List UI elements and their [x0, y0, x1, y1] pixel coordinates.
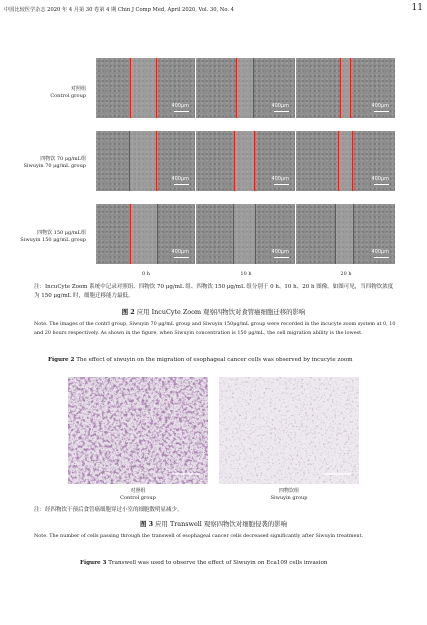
micrograph-label-siwuyin-en: Siwuyin group — [270, 495, 308, 501]
figure2-caption-en — [48, 357, 427, 363]
micrograph-label-control — [68, 488, 208, 502]
scalebar-label: 400μm — [171, 103, 189, 109]
figure2-note-en: Note. The images of the contrl group, Siwuyin 70 μg/mL group and Siwuyin 150μg/mL group were recorded in the incucyte zoom system at 0, 10 and 20 hours respectively. As shown in the figure, when Siwuyin concentration is 150 μg/mL, the cell migration ability is the lowest. — [34, 321, 396, 336]
row-label-control-en: Control group — [50, 93, 86, 99]
transwell-micrograph-siwuyin — [219, 377, 359, 484]
figure2-note-cn: 注：IncuCyte Zoom 系统中记录对照组、四物饮 70 μg/mL 组、四物饮 150 μg/mL 组分别于 0 h、10 h、20 h 图像。如图可见，当四物饮浓度为 150 μg/mL 时，细胞迁移能力最低。 — [34, 284, 394, 299]
scratch-panel-siwuyin-70-20h — [296, 131, 395, 191]
scalebar — [174, 111, 189, 112]
scratch-edge-left — [338, 131, 339, 191]
figure3-note-cn: 注：经四物饮干预后食管癌细胞穿过小室的细胞数明显减少。 — [34, 507, 183, 513]
scalebar-label: 400μm — [171, 176, 189, 182]
scalebar-label: 400μm — [371, 103, 389, 109]
scratch-edge-right — [255, 204, 256, 264]
row-label-siwuyin-150 — [2, 230, 86, 244]
scratch-edge-left — [130, 58, 131, 118]
scratch-gap — [129, 131, 156, 191]
figure2-caption-cn-text: 应用 IncuCyte Zoom 观察四物饮对食管癌细胞迁移的影响 — [136, 308, 306, 316]
transwell-micrograph-control — [68, 377, 208, 484]
figure3-note-en: Note. The number of cells passing through the transwell of esophageal cancer cells decreased significantly after Siwuyin treatment. — [34, 533, 364, 539]
figure3-caption-en-text: Transwell was used to observe the effect of Siwuyin on Eca109 cells invasion — [108, 560, 328, 566]
scratch-panel-siwuyin-70-10h — [196, 131, 295, 191]
scratch-panel-siwuyin-150-10h — [196, 204, 295, 264]
figure3-caption-cn-text: 应用 Transwell 观察四物饮对细胞侵袭的影响 — [155, 520, 287, 528]
figure2-caption-cn-label: 图 2 — [121, 308, 135, 316]
micrograph-label-control-cn: 对照组 — [130, 488, 146, 494]
scratch-edge-left — [236, 58, 237, 118]
scratch-edge-right — [156, 58, 157, 118]
scalebar-label: 400μm — [171, 249, 189, 255]
scratch-edge-left — [340, 58, 341, 118]
scratch-panel-siwuyin-70-0h — [96, 131, 195, 191]
figure3-caption-en-label: Figure 3 — [80, 560, 107, 566]
scratch-edge-right — [352, 131, 353, 191]
figure3-caption-cn-label: 图 3 — [140, 520, 154, 528]
scalebar — [274, 184, 289, 185]
timepoint-20h: 20 h — [340, 271, 352, 277]
timepoint-10h: 10 h — [240, 271, 252, 277]
scratch-gap — [233, 204, 255, 264]
scratch-gap — [335, 204, 353, 264]
figure2-caption-en-text: The effect of siwuyin on the migration of esophageal cancer cells was observed by incucyte zoom — [76, 357, 353, 363]
scalebar — [174, 184, 189, 185]
figure3-caption-cn — [0, 519, 427, 528]
row-label-siwuyin-70 — [2, 156, 86, 170]
page-number: 11 — [411, 3, 423, 13]
figure2-caption-en-label: Figure 2 — [48, 357, 75, 363]
scratch-edge-right — [350, 58, 351, 118]
scalebar — [374, 184, 389, 185]
scalebar-label: 400μm — [371, 176, 389, 182]
figure3-caption-en — [80, 560, 427, 566]
scalebar-label: 400μm — [271, 249, 289, 255]
micrograph-label-siwuyin — [219, 488, 359, 502]
scratch-edge-left — [129, 131, 130, 191]
scratch-gap — [338, 131, 352, 191]
row-label-siwuyin-70-en: Siwuyin 70 μg/mL group — [23, 163, 86, 169]
scratch-panel-siwuyin-150-20h — [296, 204, 395, 264]
scratch-edge-left — [233, 204, 234, 264]
scratch-panel-siwuyin-150-0h — [96, 204, 195, 264]
scalebar — [174, 257, 189, 258]
running-header — [4, 2, 423, 14]
scalebar — [374, 111, 389, 112]
row-label-siwuyin-150-en: Siwuyin 150 μg/mL group — [20, 237, 86, 243]
timepoint-0h: 0 h — [142, 271, 150, 277]
scalebar — [274, 257, 289, 258]
scratch-edge-right — [157, 204, 158, 264]
scalebar-label: 400μm — [371, 249, 389, 255]
scalebar-label: 400μm — [271, 103, 289, 109]
scratch-edge-right — [353, 204, 354, 264]
scratch-gap — [130, 58, 156, 118]
journal-citation: 中国比较医学杂志 2020 年 4 月第 30 卷第 4 期 Chin J Comp Med, April 2020, Vol. 30, No. 4 — [4, 7, 234, 13]
micrograph-label-control-en: Control group — [120, 495, 156, 501]
scratch-gap — [340, 58, 350, 118]
scratch-edge-right — [156, 131, 157, 191]
micrograph-label-siwuyin-cn: 四物饮组 — [278, 488, 299, 494]
scratch-panel-control-10h — [196, 58, 295, 118]
scratch-gap — [130, 204, 157, 264]
scratch-gap — [234, 131, 254, 191]
scratch-edge-left — [130, 204, 131, 264]
scalebar-label: 400μm — [271, 176, 289, 182]
figure2-caption-cn — [0, 307, 427, 316]
scalebar — [274, 111, 289, 112]
scratch-gap — [236, 58, 253, 118]
scratch-edge-right — [253, 58, 254, 118]
row-label-control — [2, 86, 86, 100]
scratch-panel-control-0h — [96, 58, 195, 118]
row-label-siwuyin-150-cn: 四物饮 150 μg/mL组 — [37, 230, 86, 236]
row-label-siwuyin-70-cn: 四物饮 70 μg/mL组 — [40, 156, 86, 162]
scratch-edge-right — [254, 131, 255, 191]
scratch-edge-left — [234, 131, 235, 191]
scratch-edge-left — [335, 204, 336, 264]
scratch-panel-control-20h — [296, 58, 395, 118]
row-label-control-cn: 对照组 — [70, 86, 86, 92]
scalebar — [374, 257, 389, 258]
